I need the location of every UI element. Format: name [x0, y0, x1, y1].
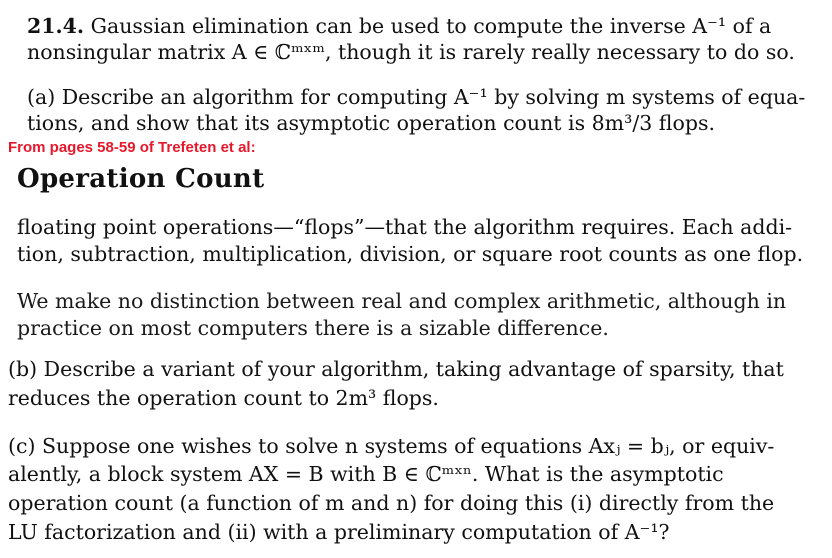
part-c-line-2: alently, a block system AX = B with B ∈ ℂᵐˣⁿ. What is the asymptotic: [8, 462, 724, 486]
excerpt-para1-line-1: floating point operations—“flops”—that the algorithm requires. Each addi-: [17, 215, 793, 239]
part-a-line-2: tions, and show that its asymptotic operation count is 8m³/3 flops.: [27, 111, 715, 135]
part-a-line-1: (a) Describe an algorithm for computing A⁻¹ by solving m systems of equa-: [27, 85, 806, 109]
problem-intro-line-1: [27, 14, 771, 38]
part-b-line-1: (b) Describe a variant of your algorithm, taking advantage of sparsity, that: [8, 357, 784, 381]
excerpt-heading: Operation Count: [17, 164, 265, 194]
problem-intro-line-2: nonsingular matrix A ∈ ℂᵐˣᵐ, though it is rarely really necessary to do so.: [27, 40, 795, 64]
problem-intro-text-1: Gaussian elimination can be used to compute the inverse A⁻¹ of a: [90, 14, 772, 38]
part-c-line-4: LU factorization and (ii) with a preliminary computation of A⁻¹?: [8, 520, 670, 544]
part-b-line-2: reduces the operation count to 2m³ flops.: [8, 386, 439, 410]
excerpt-para2-line-2: practice on most computers there is a sizable difference.: [17, 316, 609, 340]
source-note: From pages 58-59 of Trefeten et al:: [8, 139, 256, 156]
part-c-line-3: operation count (a function of m and n) for doing this (i) directly from the: [8, 491, 775, 515]
part-c-line-1: (c) Suppose one wishes to solve n systems of equations Axⱼ = bⱼ, or equiv-: [8, 434, 775, 458]
problem-number: 21.4.: [27, 14, 85, 38]
excerpt-para1-line-2: tion, subtraction, multiplication, division, or square root counts as one flop.: [17, 242, 804, 266]
excerpt-para2-line-1: We make no distinction between real and complex arithmetic, although in: [17, 289, 787, 313]
